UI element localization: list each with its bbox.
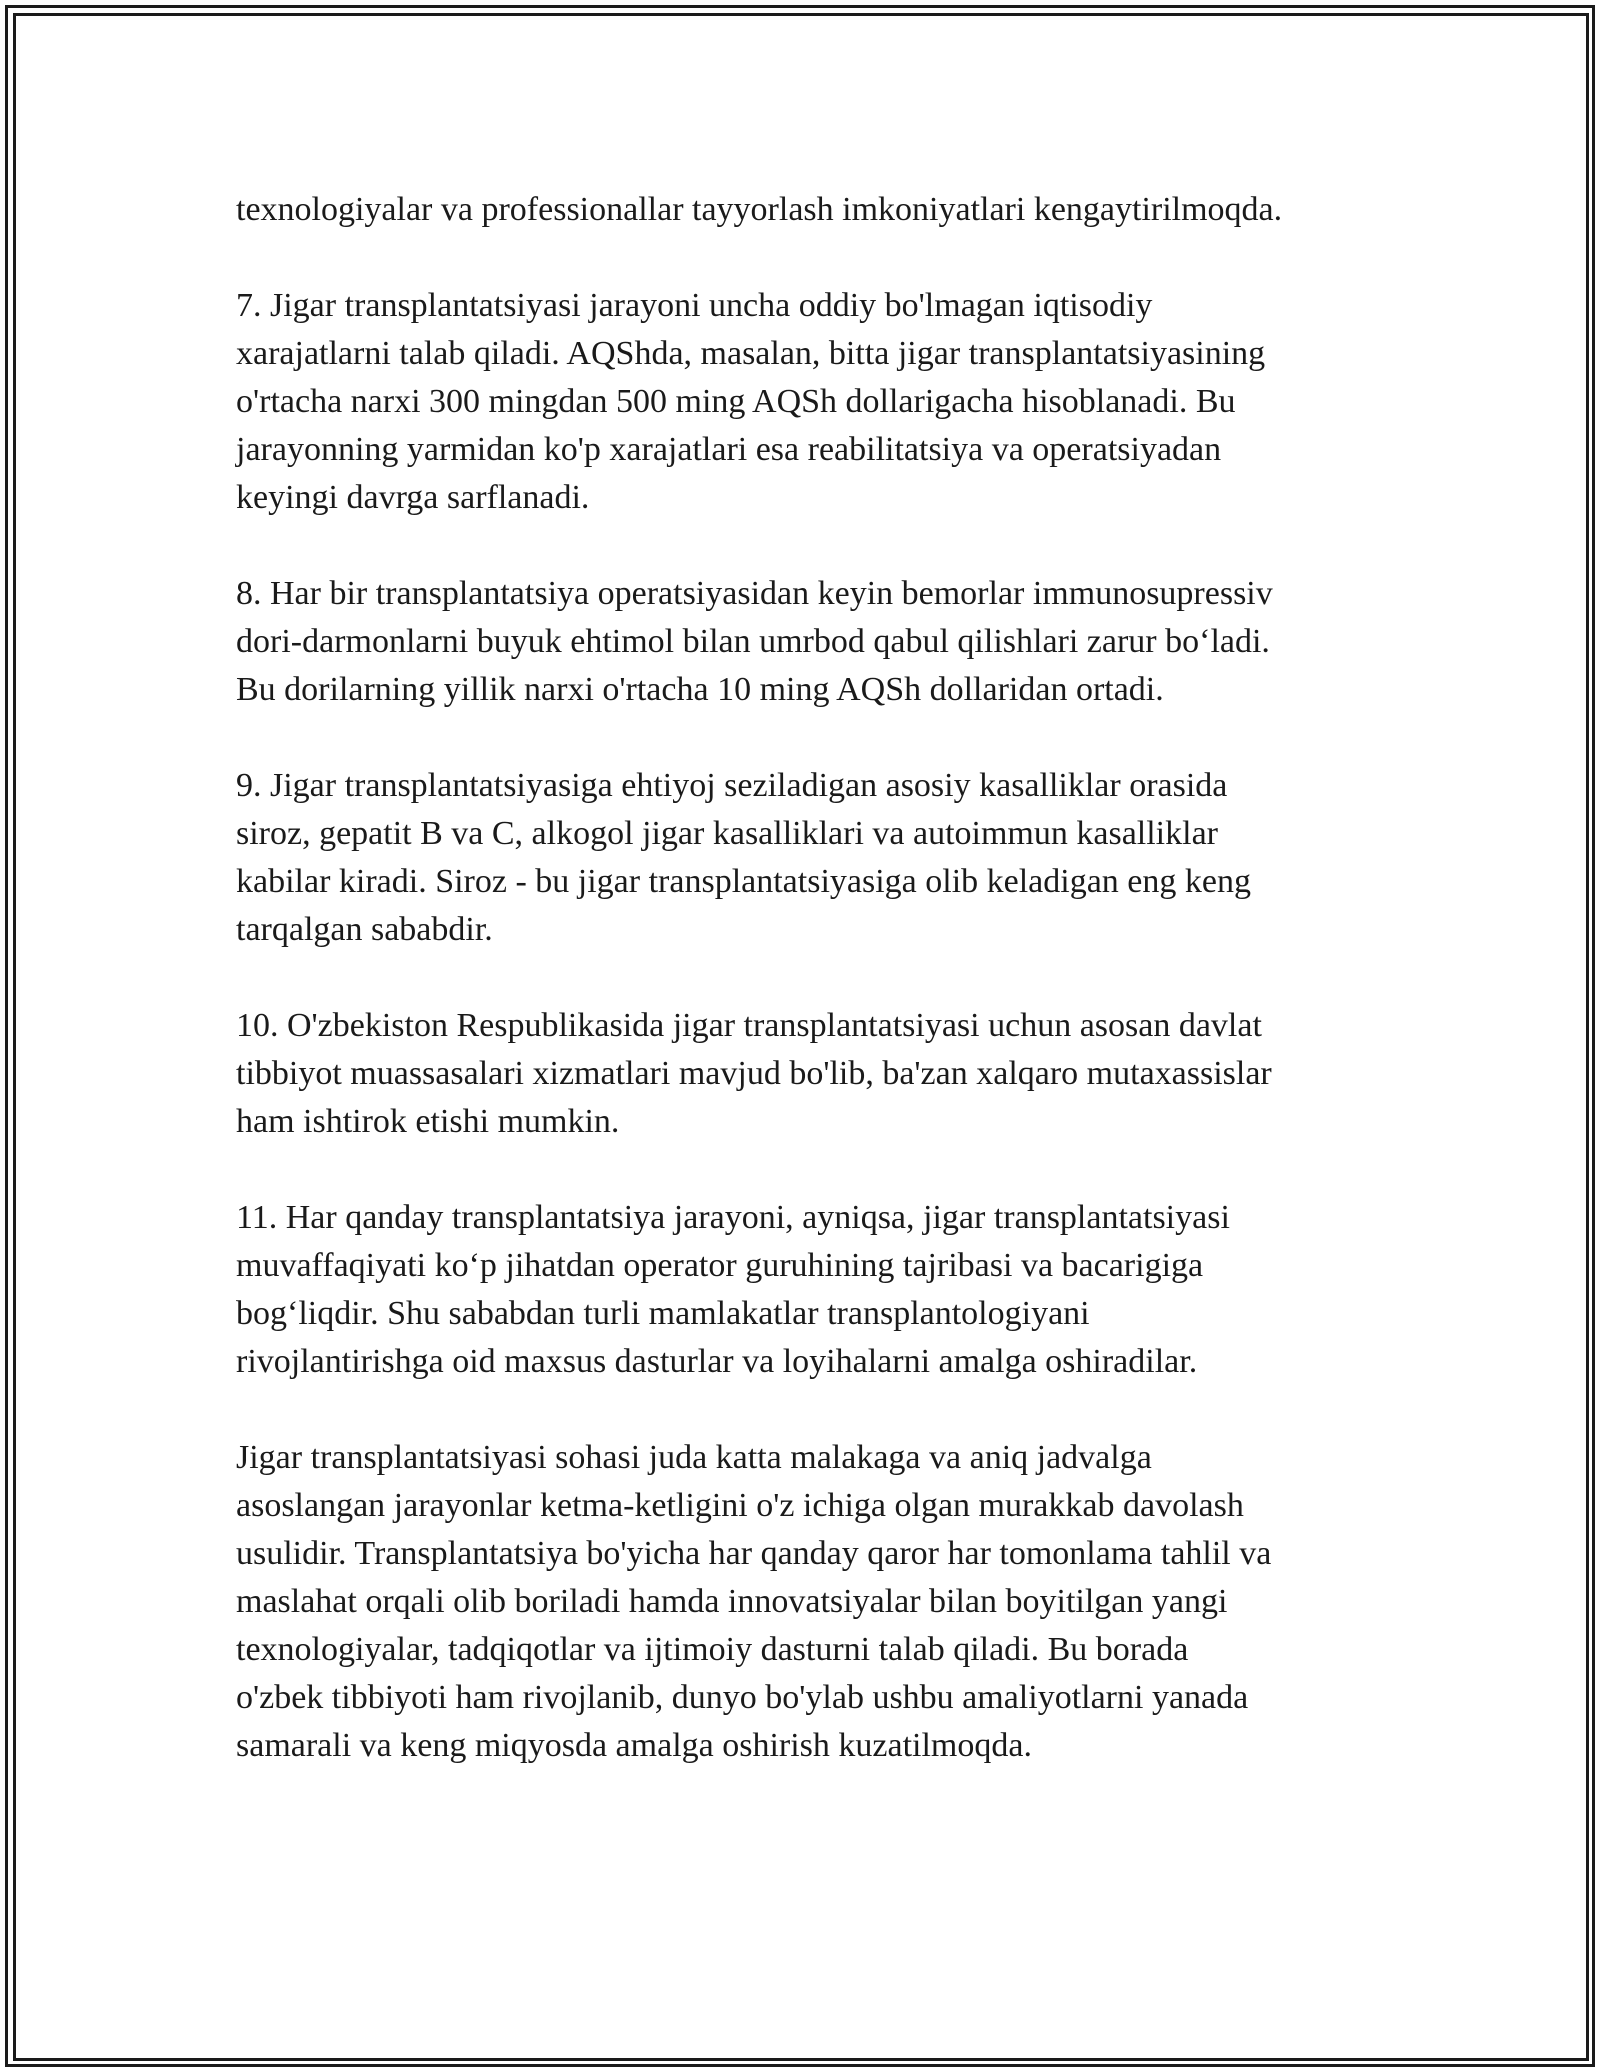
paragraph-conclusion: Jigar transplantatsiyasi sohasi juda katta malakaga va aniq jadvalga asoslangan jarayonlar ketma-ketligini o'z ichiga olgan murakkab davolash usulidir. Transplantatsiya bo'yicha har qanday qaror har tomonlama tahlil va maslahat orqali olib boriladi hamda innovatsiyalar bilan boyitilgan yangi texnologiyalar, tadqiqotlar va ijtimoiy dasturni talab qiladi. Bu borada o'zbek tibbiyoti ham rivojlanib, dunyo bo'ylab ushbu amaliyotlarni yanada samarali va keng miqyosda amalga oshirish kuzatilmoqda. [236, 1439, 1272, 1764]
paragraph-continuation: texnologiyalar va professionallar tayyorlash imkoniyatlari kengaytirilmoqda. [236, 191, 1283, 228]
paragraph-item-9: 9. Jigar transplantatsiyasiga ehtiyoj seziladigan asosiy kasalliklar orasida siroz, gepatit B va C, alkogol jigar kasalliklari va autoimmun kasalliklar kabilar kiradi. Siroz - bu jigar transplantatsiyasiga olib keladigan eng keng tarqalgan sababdir. [236, 767, 1251, 948]
paragraph-item-8: 8. Har bir transplantatsiya operatsiyasidan keyin bemorlar immunosupressiv dori-darmonlarni buyuk ehtimol bilan umrbod qabul qilishlari zarur bo‘ladi. Bu dorilarning yillik narxi o'rtacha 10 ming AQSh dollaridan ortadi. [236, 575, 1273, 708]
paragraph-item-11: 11. Har qanday transplantatsiya jarayoni, ayniqsa, jigar transplantatsiyasi muvaffaqiyati ko‘p jihatdan operator guruhining tajribasi va bacarigiga bog‘liqdir. Shu sababdan turli mamlakatlar transplantologiyani rivojlantirishga oid maxsus dasturlar va loyihalarni amalga oshiradilar. [236, 1199, 1230, 1380]
paragraph-item-7: 7. Jigar transplantatsiyasi jarayoni uncha oddiy bo'lmagan iqtisodiy xarajatlarni talab qiladi. AQShda, masalan, bitta jigar transplantatsiyasining o'rtacha narxi 300 mingdan 500 ming AQSh dollarigacha hisoblanadi. Bu jarayonning yarmidan ko'p xarajatlari esa reabilitatsiya va operatsiyadan keyingi davrga sarflanadi. [236, 287, 1266, 516]
document-body [236, 186, 1386, 1770]
paragraph-item-10: 10. O'zbekiston Respublikasida jigar transplantatsiyasi uchun asosan davlat tibbiyot muassasalari xizmatlari mavjud bo'lib, ba'zan xalqaro mutaxassislar ham ishtirok etishi mumkin. [236, 1007, 1272, 1140]
